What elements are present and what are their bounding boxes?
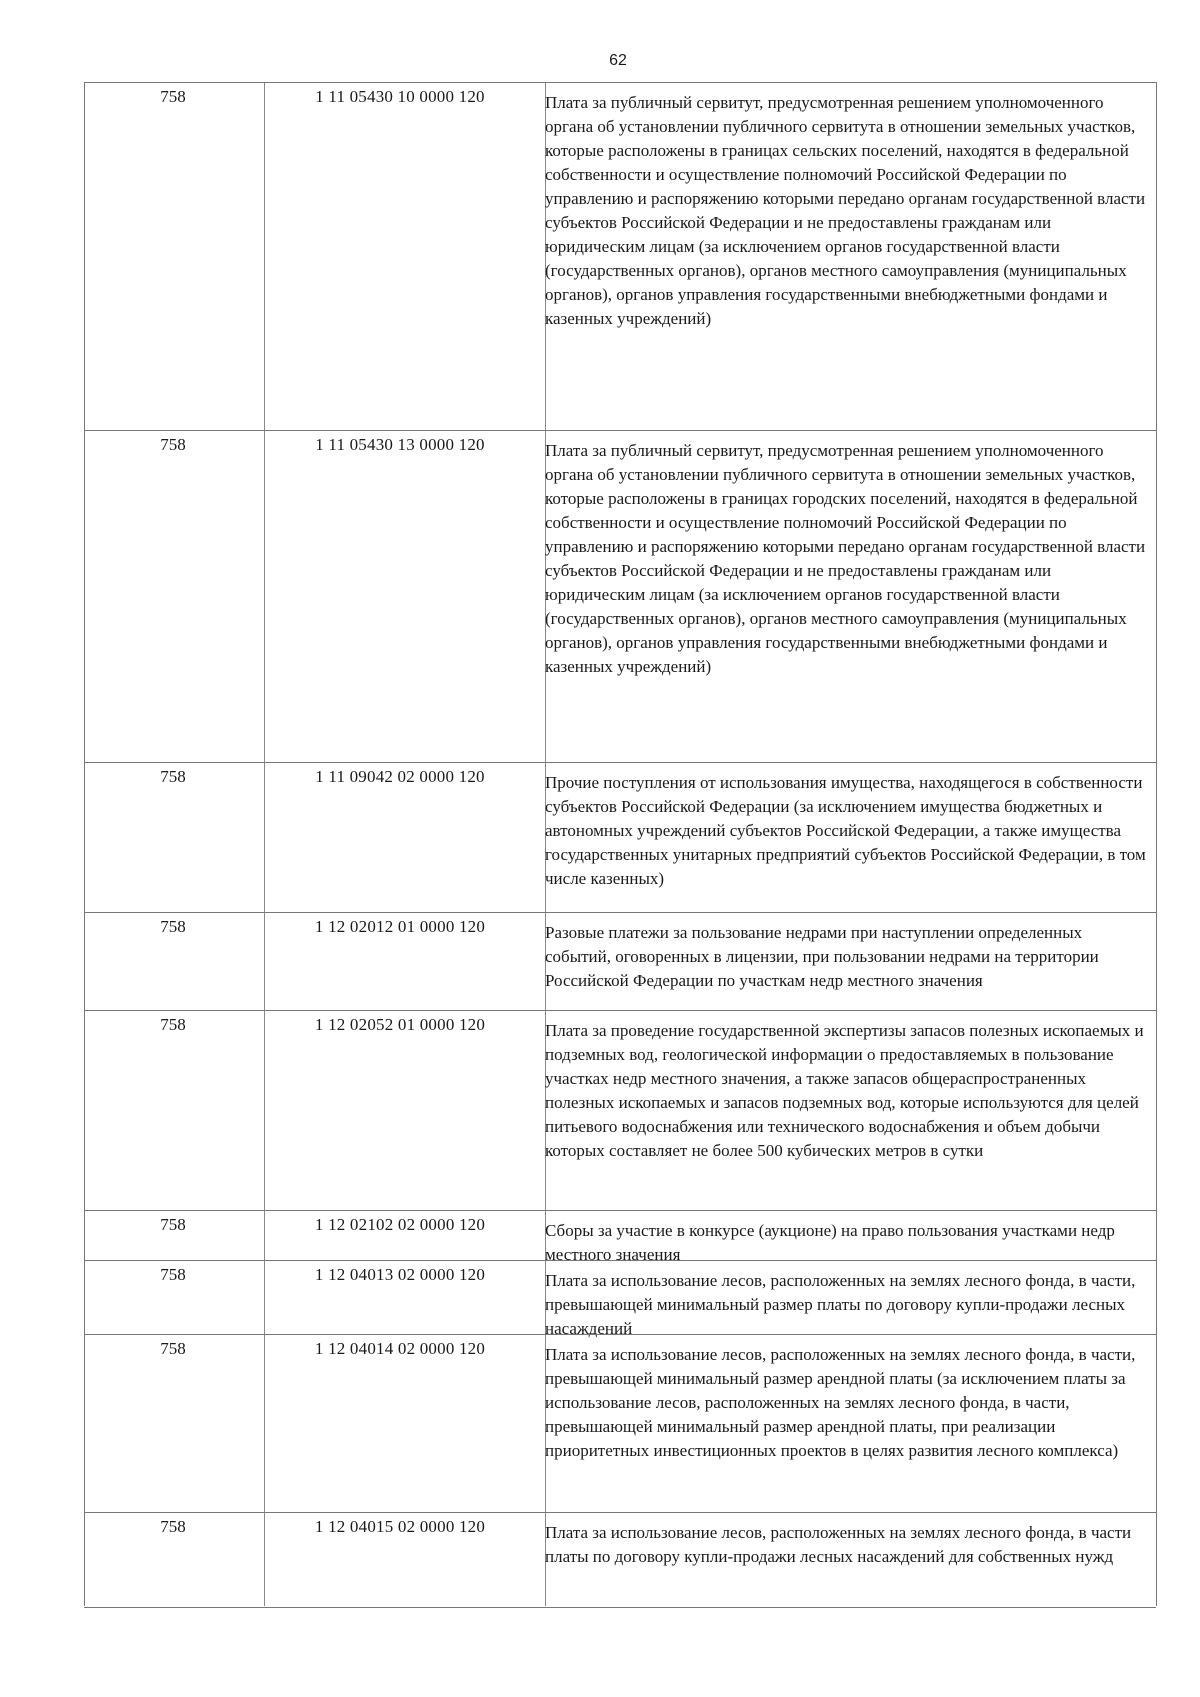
admin-code-cell: 758 (160, 917, 186, 936)
kbk-cell: 1 12 04014 02 0000 120 (314, 1339, 486, 1358)
admin-code-cell: 758 (160, 1265, 186, 1284)
description-cell: Плата за публичный сервитут, предусмотренная решением уполномоченного органа об установлении публичного сервитута в отношении земельных участков, которые расположены в границах городских поселений, находятся в федеральной собственности и осуществление полномочий Российской Федерации по управлению и распоряжению которыми передано органам государственной власти субъектов Российской Федерации и не предоставлены гражданам или юридическим лицам (за исключением органов государственной власти (государственных органов), органов местного самоуправления (муниципальных органов), органов управления государственными внебюджетными фондами и казенных учреждений) (545, 441, 1146, 676)
table-row (84, 1512, 1156, 1608)
admin-code-cell: 758 (160, 767, 186, 786)
table-row (84, 1010, 1156, 1211)
admin-code-cell: 758 (160, 1339, 186, 1358)
table-row (84, 1334, 1156, 1513)
kbk-cell: 1 12 04013 02 0000 120 (314, 1265, 486, 1284)
table-row (84, 762, 1156, 913)
kbk-cell: 1 12 02102 02 0000 120 (314, 1215, 486, 1234)
kbk-cell: 1 11 05430 10 0000 120 (315, 87, 485, 106)
admin-code-cell: 758 (160, 1517, 186, 1536)
description-cell: Плата за использование лесов, расположенных на землях лесного фонда, в части, превышающей минимальный размер арендной платы (за исключением платы за использование лесов, расположенных на землях лесного фонда, в части, превышающей минимальный размер арендной платы, при реализации приоритетных инвестиционных проектов в целях развития лесного комплекса) (545, 1345, 1136, 1460)
admin-code-cell: 758 (160, 87, 186, 106)
table-row (84, 912, 1156, 1011)
kbk-cell: 1 12 04015 02 0000 120 (314, 1517, 486, 1536)
table-row (84, 1210, 1156, 1264)
kbk-cell: 1 11 09042 02 0000 120 (315, 767, 485, 786)
description-cell: Плата за использование лесов, расположенных на землях лесного фонда, в части платы по договору купли-продажи лесных насаждений для собственных нужд (545, 1523, 1132, 1566)
kbk-cell: 1 12 02052 01 0000 120 (314, 1015, 486, 1034)
table-row (84, 1260, 1156, 1338)
description-cell: Прочие поступления от использования имущества, находящегося в собственности субъектов Российской Федерации (за исключением имущества бюджетных и автономных учреждений субъектов Российской Федерации, а также имущества государственных унитарных предприятий субъектов Российской Федерации, в том числе казенных) (545, 773, 1146, 888)
description-cell: Плата за проведение государственной экспертизы запасов полезных ископаемых и подземных вод, геологической информации о предоставляемых в пользование участках недр местного значения, а также запасов общераспространенных полезных ископаемых и запасов подземных вод, которые используются для целей питьевого водоснабжения или технического водоснабжения и объем добычи которых составляет не более 500 кубических метров в сутки (545, 1021, 1144, 1160)
kbk-cell: 1 12 02012 01 0000 120 (314, 917, 486, 936)
kbk-cell: 1 11 05430 13 0000 120 (315, 435, 485, 454)
page-number: 62 (609, 52, 627, 69)
admin-code-cell: 758 (160, 1215, 186, 1234)
table-row (84, 430, 1156, 763)
description-cell: Разовые платежи за пользование недрами при наступлении определенных событий, оговоренных в лицензии, при пользовании недрами на территории Российской Федерации по участкам недр местного значения (545, 923, 1099, 990)
description-cell: Плата за использование лесов, расположенных на землях лесного фонда, в части, превышающей минимальный размер платы по договору купли-продажи лесных насаждений (545, 1271, 1136, 1338)
table-right-border (1156, 82, 1157, 1606)
table-row (84, 82, 1156, 431)
description-cell: Сборы за участие в конкурсе (аукционе) на право пользования участками недр местного значения (545, 1221, 1115, 1264)
admin-code-cell: 758 (160, 1015, 186, 1034)
description-cell: Плата за публичный сервитут, предусмотренная решением уполномоченного органа об установлении публичного сервитута в отношении земельных участков, которые расположены в границах сельских поселений, находятся в федеральной собственности и осуществление полномочий Российской Федерации по управлению и распоряжению которыми передано органам государственной власти субъектов Российской Федерации и не предоставлены гражданам или юридическим лицам (за исключением органов государственной власти (государственных органов), органов местного самоуправления (муниципальных органов), органов управления государственными внебюджетными фондами и казенных учреждений) (545, 93, 1146, 328)
admin-code-cell: 758 (160, 435, 186, 454)
